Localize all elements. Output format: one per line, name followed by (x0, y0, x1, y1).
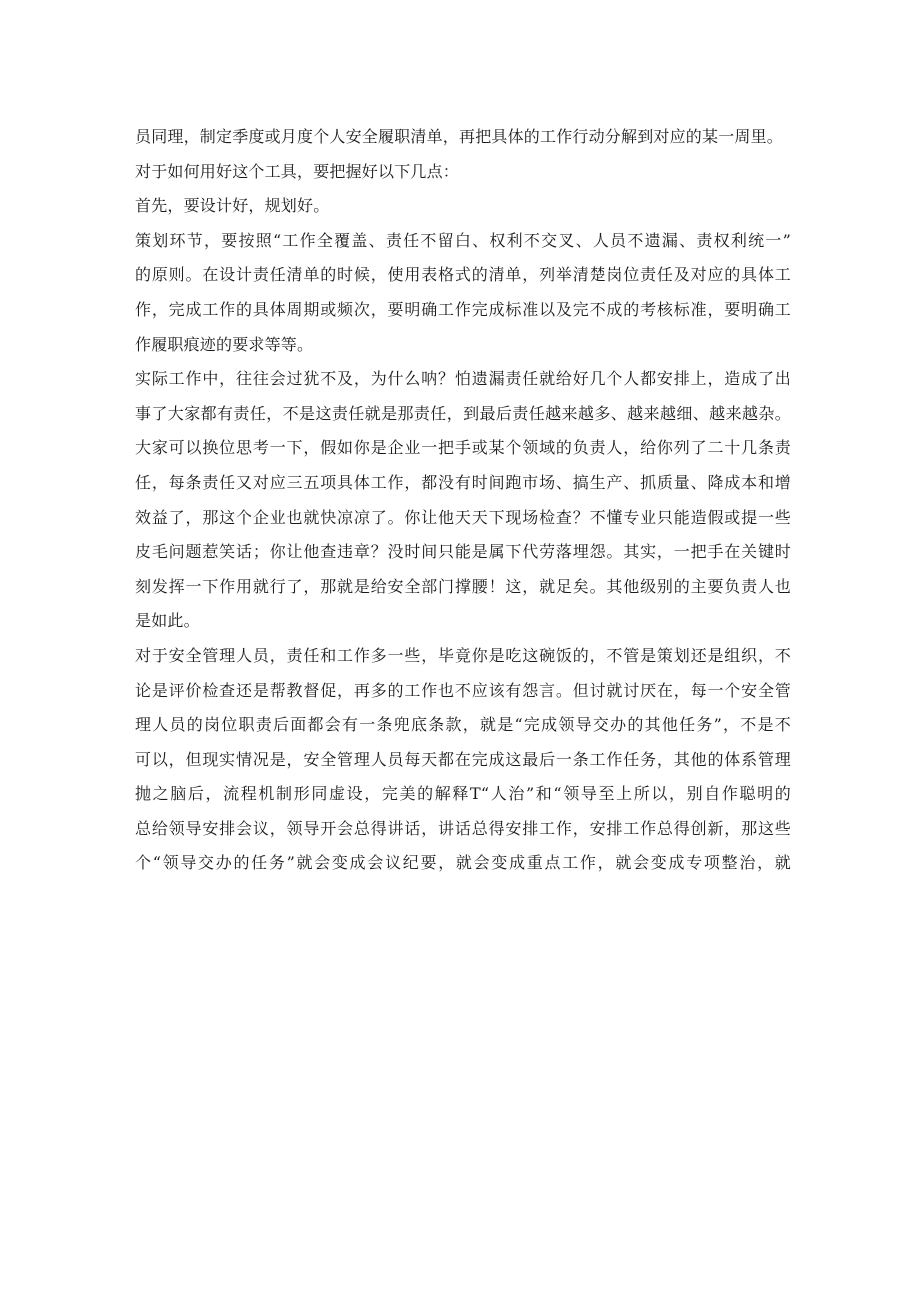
text-line-1: 员同理，制定季度或月度个人安全履职清单，再把具体的工作行动分解到对应的某一周里。 (135, 127, 784, 146)
text-line-8: 实际工作中，往往会过犹不及，为什么呐？怕遗漏责任就给好几个人都安排上，造成了出 (135, 369, 791, 389)
document-body (135, 120, 791, 881)
text-line-4: 策划环节，要按照“工作全覆盖、责任不留白、权利不交叉、人员不遗漏、责权利统一” (135, 230, 791, 250)
text-line-11: 任，每条责任又对应三五项具体工作，都没有时间跑市场、搞生产、抓质量、降成本和增 (135, 472, 791, 492)
text-line-12: 效益了，那这个企业也就快凉凉了。你让他天天下现场检查？不懂专业只能造假或提一些 (135, 507, 791, 527)
text-line-15: 是如此。 (135, 611, 200, 631)
text-line-14: 刻发挥一下作用就行了，那就是给安全部门撑腰！这，就足矣。其他级别的主要负责人也 (135, 576, 791, 596)
text-line-21: 总给领导安排会议，领导开会总得讲话，讲话总得安排工作，安排工作总得创新，那这些 (135, 818, 791, 838)
text-line-13: 皮毛问题惹笑话；你让他查违章？没时间只能是属下代劳落埋怨。其实，一把手在关键时 (135, 542, 791, 562)
text-line-17: 论是评价检查还是帮教督促，再多的工作也不应该有怨言。但讨就讨厌在，每一个安全管 (135, 680, 791, 700)
text-line-22: 个“领导交办的任务”就会变成会议纪要，就会变成重点工作，就会变成专项整治，就 (135, 853, 791, 873)
text-line-3: 首先，要设计好，规划好。 (135, 196, 330, 216)
text-line-2: 对于如何用好这个工具，要把握好以下几点： (135, 161, 460, 181)
text-line-16: 对于安全管理人员，责任和工作多一些，毕竟你是吃这碗饭的，不管是策划还是组织，不 (135, 645, 791, 665)
text-line-9: 事了大家都有责任，不是这责任就是那责任，到最后责任越来越多、越来越细、越来越杂。 (135, 403, 791, 423)
text-line-20: 抛之脑后，流程机制形同虚设，完美的解释T“人治”和“领导至上所以，别自作聪明的 (135, 784, 791, 804)
text-line-18: 理人员的岗位职责后面都会有一条兜底条款，就是“完成领导交办的其他任务”，不是不 (135, 715, 791, 735)
text-line-7: 作履职痕迹的要求等等。 (135, 334, 314, 354)
text-line-10: 大家可以换位思考一下，假如你是企业一把手或某个领域的负责人，给你列了二十几条责 (135, 438, 791, 458)
text-line-5: 的原则。在设计责任清单的时候，使用表格式的清单，列举清楚岗位责任及对应的具体工 (135, 265, 791, 285)
text-line-6: 作，完成工作的具体周期或频次，要明确工作完成标准以及完不成的考核标准，要明确工 (135, 299, 791, 319)
text-line-19: 可以，但现实情况是，安全管理人员每天都在完成这最后一条工作任务，其他的体系管理 (135, 749, 791, 769)
